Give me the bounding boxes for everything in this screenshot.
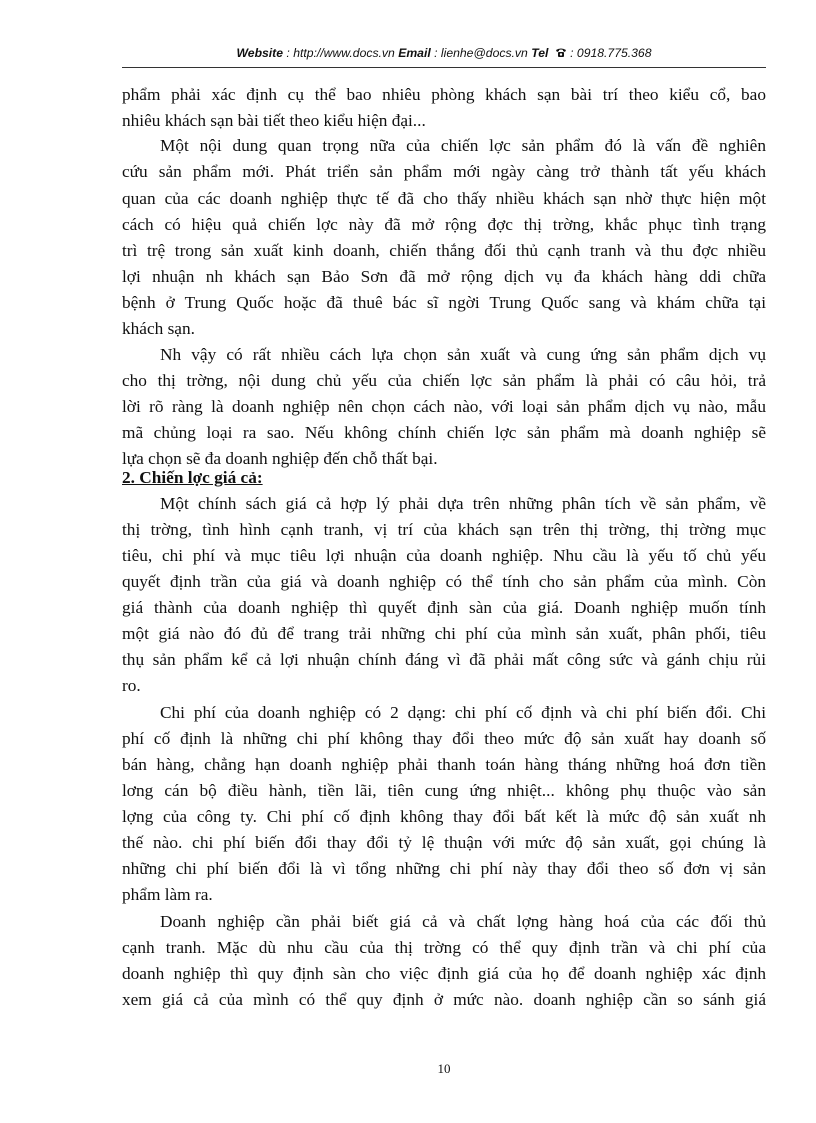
text-line: thụ sản phẩm kể cả lợi nhuận chính đáng vì đã phải mất công sức và gánh chịu rủi — [122, 650, 766, 669]
website-value: : http://www.docs.vn — [286, 46, 395, 60]
phone-icon — [555, 47, 567, 61]
text-line: phẩm phải xác định cụ thể bao nhiêu phòng khách sạn bài trí theo kiểu cổ, bao — [122, 85, 766, 104]
text-line: lợi nhuận nh khách sạn Bảo Sơn đã mở rộng dịch vụ đa khách hàng ddi chữa — [122, 267, 766, 286]
text-line: những chi phí biến đổi là vì tổng những chi phí này thay đổi theo số đơn vị sản — [122, 859, 766, 878]
website-label: Website — [236, 46, 284, 60]
text-line: Chi phí của doanh nghiệp có 2 dạng: chi phí cố định và chi phí biến đổi. Chi — [160, 703, 766, 722]
tel-value: : 0918.775.368 — [570, 46, 652, 60]
text-line: khách sạn. — [122, 319, 195, 338]
text-line: quan của các doanh nghiệp thực tế đã cho thấy nhiều khách sạn nhờ thực hiện một — [122, 189, 766, 208]
text-line: bán hàng, chẳng hạn doanh nghiệp phải thanh toán hàng tháng những hoá đơn tiền — [122, 755, 766, 774]
text-line: thế nào. chi phí biến đổi thay đổi tỷ lệ thuận với mức độ sản xuất, gọi chúng là — [122, 833, 766, 852]
text-line: nhiêu khách sạn bài tiết theo kiểu hiện đại... — [122, 111, 426, 130]
text-line: giá thành của doanh nghiệp thì quyết định sàn của giá. Doanh nghiệp muốn tính — [122, 598, 766, 617]
email-label: Email — [398, 46, 431, 60]
text-line: xem giá cả của mình có thể quy định ở mức nào. doanh nghiệp cần so sánh giá — [122, 990, 766, 1009]
tel-label: Tel — [531, 46, 549, 60]
text-line: lời rõ ràng là doanh nghiệp nên chọn cách nào, với loại sản phẩm dịch vụ nào, mẫu — [122, 397, 766, 416]
text-line: lơng cán bộ điều hành, tiền lãi, tiên cung ứng nhiệt... không phụ thuộc vào sản — [122, 781, 766, 800]
text-line: ro. — [122, 676, 141, 695]
text-line: một giá nào đó đủ để trang trải những chi phí của mình sản xuất, phân phối, tiêu — [122, 624, 766, 643]
section-heading: 2. Chiến lợc giá cả: — [122, 468, 263, 487]
text-line: thị trờng, tình hình cạnh tranh, vị trí của khách sạn trên thị trờng, thị trờng mục — [122, 520, 766, 539]
text-line: lợng của công ty. Chi phí cố định không thay đổi bất kết là mức độ sản xuất nh — [122, 807, 766, 826]
text-line: quyết định trần của giá và doanh nghiệp có thể tính cho sản phẩm của mình. Còn — [122, 572, 766, 591]
text-line: trì trệ trong sản xuất kinh doanh, chiến thắng đối thủ cạnh tranh và thu đợc nhiều — [122, 241, 766, 260]
page-header — [122, 46, 766, 66]
text-line: Một nội dung quan trọng nữa của chiến lợc sản phẩm đó là vấn đề nghiên — [160, 136, 766, 155]
text-line: cứu sản phẩm mới. Phát triển sản phẩm mới ngày càng trở thành tất yếu khách — [122, 162, 766, 181]
text-line: phẩm làm ra. — [122, 885, 213, 904]
text-line: mã chủng loại ra sao. Nếu không chính chiến lợc sản phẩm mà doanh nghiệp sẽ — [122, 423, 766, 442]
text-line: doanh nghiệp thì quy định sàn cho việc định giá của họ để doanh nghiệp xác định — [122, 964, 766, 983]
page-number: 10 — [437, 1061, 451, 1076]
header-rule — [122, 67, 766, 68]
text-line: cách có hiệu quả chiến lợc này đã mở rộng đợc thị trờng, khắc phục tình trạng — [122, 215, 766, 234]
text-line: Một chính sách giá cả hợp lý phải dựa trên những phân tích về sản phẩm, về — [160, 494, 766, 513]
text-line: Nh vậy có rất nhiều cách lựa chọn sản xuất và cung ứng sản phẩm dịch vụ — [160, 345, 766, 364]
text-line: cho thị trờng, nội dung chủ yếu của chiến lợc sản phẩm là phải có câu hỏi, trả — [122, 371, 766, 390]
text-line: tiêu, chi phí và mục tiêu lợi nhuận của doanh nghiệp. Nhu cầu là yếu tố chủ yếu — [122, 546, 766, 565]
text-line: bệnh ở Trung Quốc hoặc đã thuê bác sĩ ngời Trung Quốc sang và khám chữa tại — [122, 293, 766, 312]
text-line: phí cố định là những chi phí không thay đổi theo mức độ sản xuất hay doanh số — [122, 729, 766, 748]
text-line: Doanh nghiệp cần phải biết giá cả và chất lợng hàng hoá của các đối thủ — [160, 912, 766, 931]
text-line: cạnh tranh. Mặc dù nhu cầu của thị trờng có thể quy định trần và chi phí của — [122, 938, 766, 957]
text-line: lựa chọn sẽ đa doanh nghiệp đến chỗ thất bại. — [122, 449, 438, 468]
email-value: : lienhe@docs.vn — [434, 46, 528, 60]
